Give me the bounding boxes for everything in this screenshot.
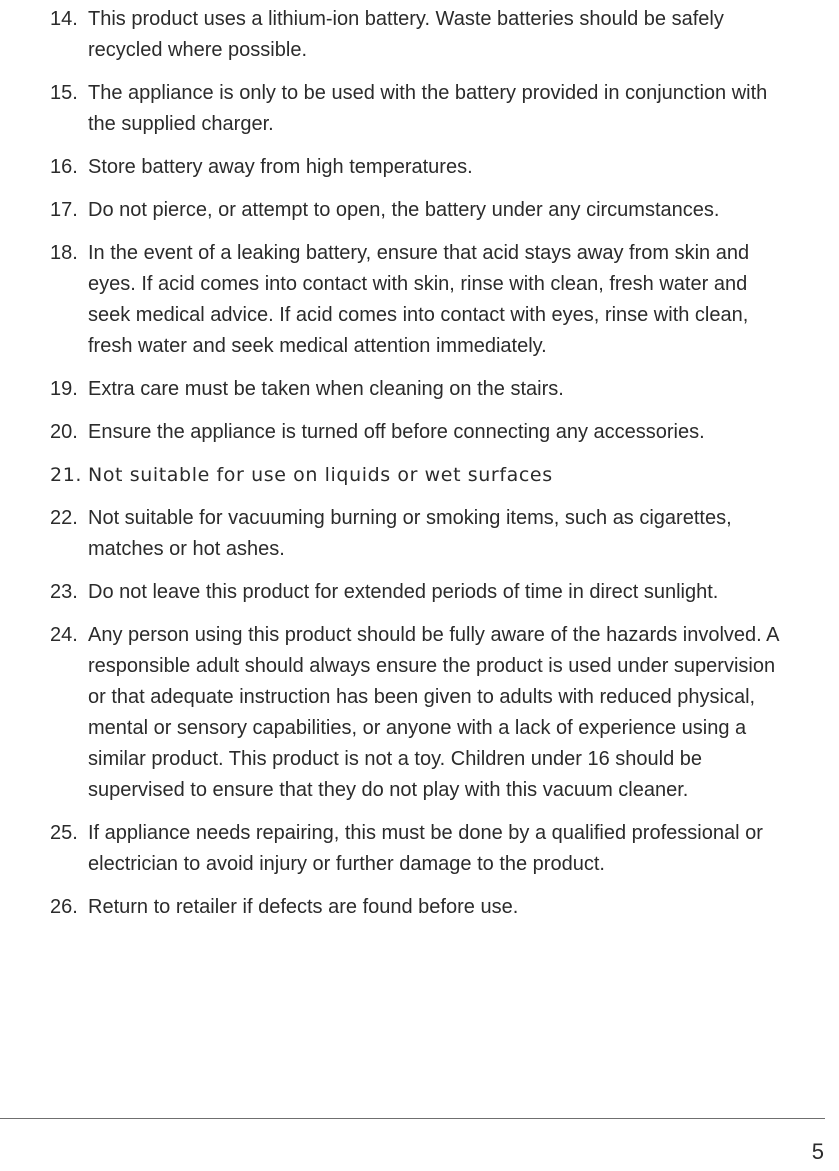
list-item-17 <box>50 195 790 226</box>
item-text: This product uses a lithium-ion battery. Waste batteries should be safely recycled where possible. <box>88 8 724 61</box>
item-number: 26. <box>50 896 78 918</box>
item-text: Extra care must be taken when cleaning on the stairs. <box>88 378 564 400</box>
item-text: Do not leave this product for extended periods of time in direct sunlight. <box>88 581 719 603</box>
item-number: 14. <box>50 8 78 30</box>
item-number: 15. <box>50 82 78 104</box>
item-number: 18. <box>50 242 78 264</box>
list-item-19 <box>50 374 790 405</box>
item-text: Return to retailer if defects are found before use. <box>88 896 519 918</box>
item-number: 24. <box>50 624 78 646</box>
list-item-15 <box>50 78 790 140</box>
item-number: 20. <box>50 421 78 443</box>
item-text: Do not pierce, or attempt to open, the battery under any circumstances. <box>88 199 720 221</box>
item-text: If appliance needs repairing, this must be done by a qualified professional or electrician to avoid injury or further damage to the product. <box>88 822 763 875</box>
item-text: Ensure the appliance is turned off before connecting any accessories. <box>88 421 705 443</box>
list-item-16 <box>50 152 790 183</box>
list-item-14 <box>50 4 790 66</box>
item-text: Not suitable for use on liquids or wet surfaces <box>88 464 553 486</box>
list-item-18 <box>50 238 790 362</box>
item-text: The appliance is only to be used with the battery provided in conjunction with the supplied charger. <box>88 82 768 135</box>
item-number: 21. <box>50 464 83 486</box>
item-text: Any person using this product should be fully aware of the hazards involved. A responsible adult should always ensure the product is used under supervision or that adequate instruction has been given to adults with reduced physical, mental or sensory capabilities, or anyone with a lack of experience using a similar product. This product is not a toy. Children under 16 should be supervised to ensure that they do not play with this vacuum cleaner. <box>88 624 779 801</box>
item-number: 25. <box>50 822 78 844</box>
safety-instructions-list <box>50 4 790 935</box>
list-item-26 <box>50 892 790 923</box>
item-number: 19. <box>50 378 78 400</box>
item-text: Not suitable for vacuuming burning or smoking items, such as cigarettes, matches or hot ashes. <box>88 507 732 560</box>
list-item-21 <box>50 460 790 491</box>
list-item-20 <box>50 417 790 448</box>
footer-divider <box>0 1118 825 1119</box>
item-number: 22. <box>50 507 78 529</box>
item-number: 16. <box>50 156 78 178</box>
item-text: In the event of a leaking battery, ensure that acid stays away from skin and eyes. If acid comes into contact with skin, rinse with clean, fresh water and seek medical advice. If acid comes into contact with eyes, rinse with clean, fresh water and seek medical attention immediately. <box>88 242 750 357</box>
list-item-23 <box>50 577 790 608</box>
item-number: 17. <box>50 199 78 221</box>
list-item-25 <box>50 818 790 880</box>
item-text: Store battery away from high temperatures. <box>88 156 473 178</box>
page-number: 5 <box>811 1139 824 1164</box>
list-item-24 <box>50 620 790 806</box>
list-item-22 <box>50 503 790 565</box>
item-number: 23. <box>50 581 78 603</box>
